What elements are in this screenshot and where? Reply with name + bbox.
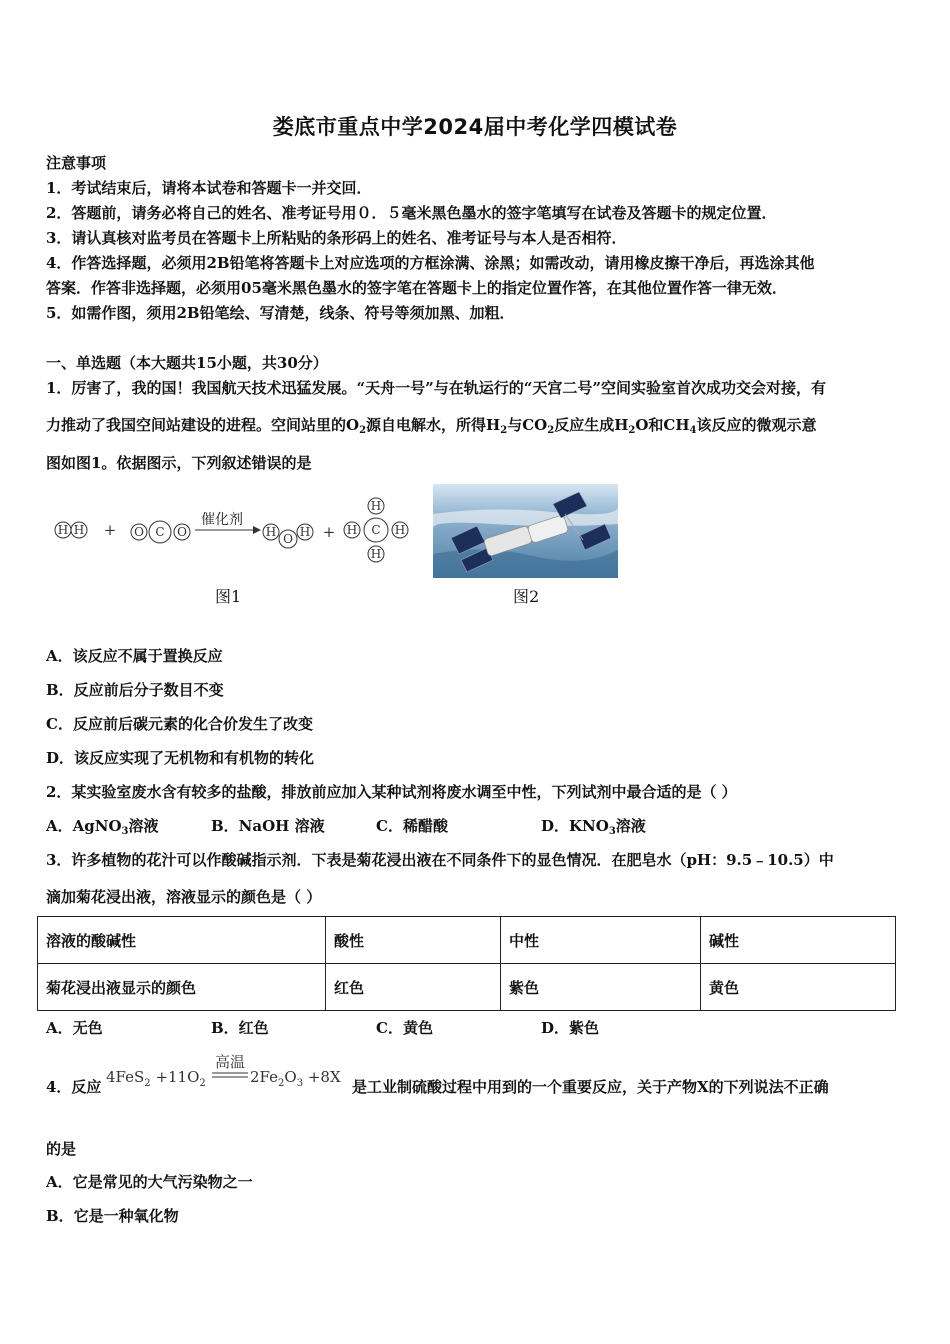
notice-heading: 注意事项	[46, 154, 107, 172]
chemical-equation	[104, 1050, 354, 1095]
h2o-molecule	[263, 524, 313, 548]
q2-option-b[interactable]: B．NaOH 溶液	[211, 817, 325, 835]
space-station-photo	[433, 484, 618, 578]
svg-text:高温: 高温	[214, 1053, 246, 1071]
svg-text:O: O	[177, 525, 187, 539]
section-heading: 一、单选题（本大题共15小题，共30分）	[46, 354, 328, 372]
q3-stem-line2: 滴加菊花浸出液，溶液显示的颜色是（ ）	[46, 888, 322, 906]
svg-text:H: H	[299, 525, 311, 539]
co2-molecule	[131, 521, 190, 543]
q4-stem-line2: 的是	[46, 1140, 77, 1158]
svg-text:O: O	[283, 532, 293, 546]
q4-stem-suffix: 是工业制硫酸过程中用到的一个重要反应，关于产物X的下列说法不正确	[352, 1078, 829, 1096]
ch4-molecule	[344, 498, 408, 562]
notice-item: 4．作答选择题，必须用2B铅笔将答题卡上对应选项的方框涂满、涂黑；如需改动，请用橡皮擦干净后，再选涂其他	[46, 254, 815, 272]
table-cell: 紫色	[501, 964, 701, 1011]
table-cell: 菊花浸出液显示的颜色	[38, 964, 326, 1011]
q4-prefix: 4．反应	[46, 1078, 102, 1096]
svg-text:O: O	[134, 525, 144, 539]
table-cell: 溶液的酸碱性	[38, 917, 326, 964]
table-row	[38, 917, 896, 964]
svg-text:C: C	[371, 523, 381, 537]
svg-text:H: H	[370, 499, 382, 513]
svg-text:H: H	[73, 523, 85, 537]
q3-option-b[interactable]: B．红色	[211, 1019, 269, 1037]
q2-option-d[interactable]: D．$KNO_3$溶液	[541, 817, 646, 837]
table-row	[38, 964, 896, 1011]
notice-item: 答案．作答非选择题，必须用05毫米黑色墨水的签字笔在答题卡上的指定位置作答，在其他位置作答一律无效．	[46, 279, 787, 297]
catalyst-label: 催化剂	[201, 512, 243, 528]
q2-option-c[interactable]: C．稀醋酸	[376, 817, 448, 835]
svg-text:4FeS2 +11O2: $4FeS_2 +11O_2$	[106, 1068, 206, 1089]
notice-item: 2．答题前，请务必将自己的姓名、准考证号用０．５毫米黑色墨水的签字笔填写在试卷及答题卡的规定位置．	[46, 204, 777, 222]
figure2-caption: 图2	[513, 587, 540, 606]
table-cell: 红色	[326, 964, 501, 1011]
svg-text:2Fe2O3 +8X: $2Fe_2O_3 +8X$	[250, 1068, 341, 1089]
q4-option-a[interactable]: A．它是常见的大气污染物之一	[46, 1173, 253, 1191]
svg-text:C: C	[155, 525, 165, 539]
q2-stem: 2．某实验室废水含有较多的盐酸，排放前应加入某种试剂将废水调至中性，下列试剂中最合适的是（ ）	[46, 783, 737, 801]
q3-stem-line1: 3．许多植物的花汁可以作酸碱指示剂．下表是菊花浸出液在不同条件下的显色情况．在肥皂水（pH：9.5﹣10.5）中	[46, 851, 834, 869]
notice-item: 1．考试结束后，请将本试卷和答题卡一并交回．	[46, 179, 372, 197]
table-cell: 中性	[501, 917, 701, 964]
svg-text:H: H	[370, 547, 382, 561]
svg-text:H: H	[346, 523, 358, 537]
table-cell: 酸性	[326, 917, 501, 964]
svg-text:H: H	[265, 525, 277, 539]
notice-item: 3．请认真核对监考员在答题卡上所粘贴的条形码上的姓名、准考证号与本人是否相符．	[46, 229, 627, 247]
q2-option-a[interactable]: A．AgNO$_3$溶液	[46, 817, 159, 837]
plus-sign: +	[322, 523, 336, 541]
figure1-caption: 图1	[215, 587, 242, 606]
q3-option-a[interactable]: A．无色	[46, 1019, 103, 1037]
page-title: 娄底市重点中学2024届中考化学四模试卷	[272, 115, 678, 139]
arrow-head	[253, 526, 261, 534]
q3-option-d[interactable]: D．紫色	[541, 1019, 600, 1037]
table-cell: 黄色	[701, 964, 896, 1011]
q1-option-c[interactable]: C．反应前后碳元素的化合价发生了改变	[46, 715, 313, 733]
svg-text:H: H	[394, 523, 406, 537]
q1-option-a[interactable]: A．该反应不属于置换反应	[46, 647, 223, 665]
q1-stem-line3: 图如图1。依据图示，下列叙述错误的是	[46, 454, 312, 472]
q3-option-c[interactable]: C．黄色	[376, 1019, 433, 1037]
svg-text:H: H	[57, 523, 69, 537]
q1-stem-line1: 1．厉害了，我的国！我国航天技术迅猛发展。“天舟一号”与在轨运行的“天宫二号”空间实验室首次成功交会对接，有	[46, 379, 826, 397]
h2-molecule	[55, 522, 87, 538]
indicator-table	[37, 916, 896, 1011]
notice-item: 5．如需作图，须用2B铅笔绘、写清楚，线条、符号等须加黑、加粗．	[46, 304, 515, 322]
reaction-diagram	[50, 492, 420, 572]
q1-stem-line2: 力推动了我国空间站建设的进程。空间站里的$O_2$源自电解水，所得$H_2$与$CO_2$反应生成$H_2O$和$CH_4$该反应的微观示意	[46, 416, 817, 436]
q1-option-b[interactable]: B．反应前后分子数目不变	[46, 681, 224, 699]
q1-option-d[interactable]: D．该反应实现了无机物和有机物的转化	[46, 749, 315, 767]
plus-sign: +	[103, 521, 117, 539]
table-cell: 碱性	[701, 917, 896, 964]
q4-option-b[interactable]: B．它是一种氧化物	[46, 1207, 179, 1225]
